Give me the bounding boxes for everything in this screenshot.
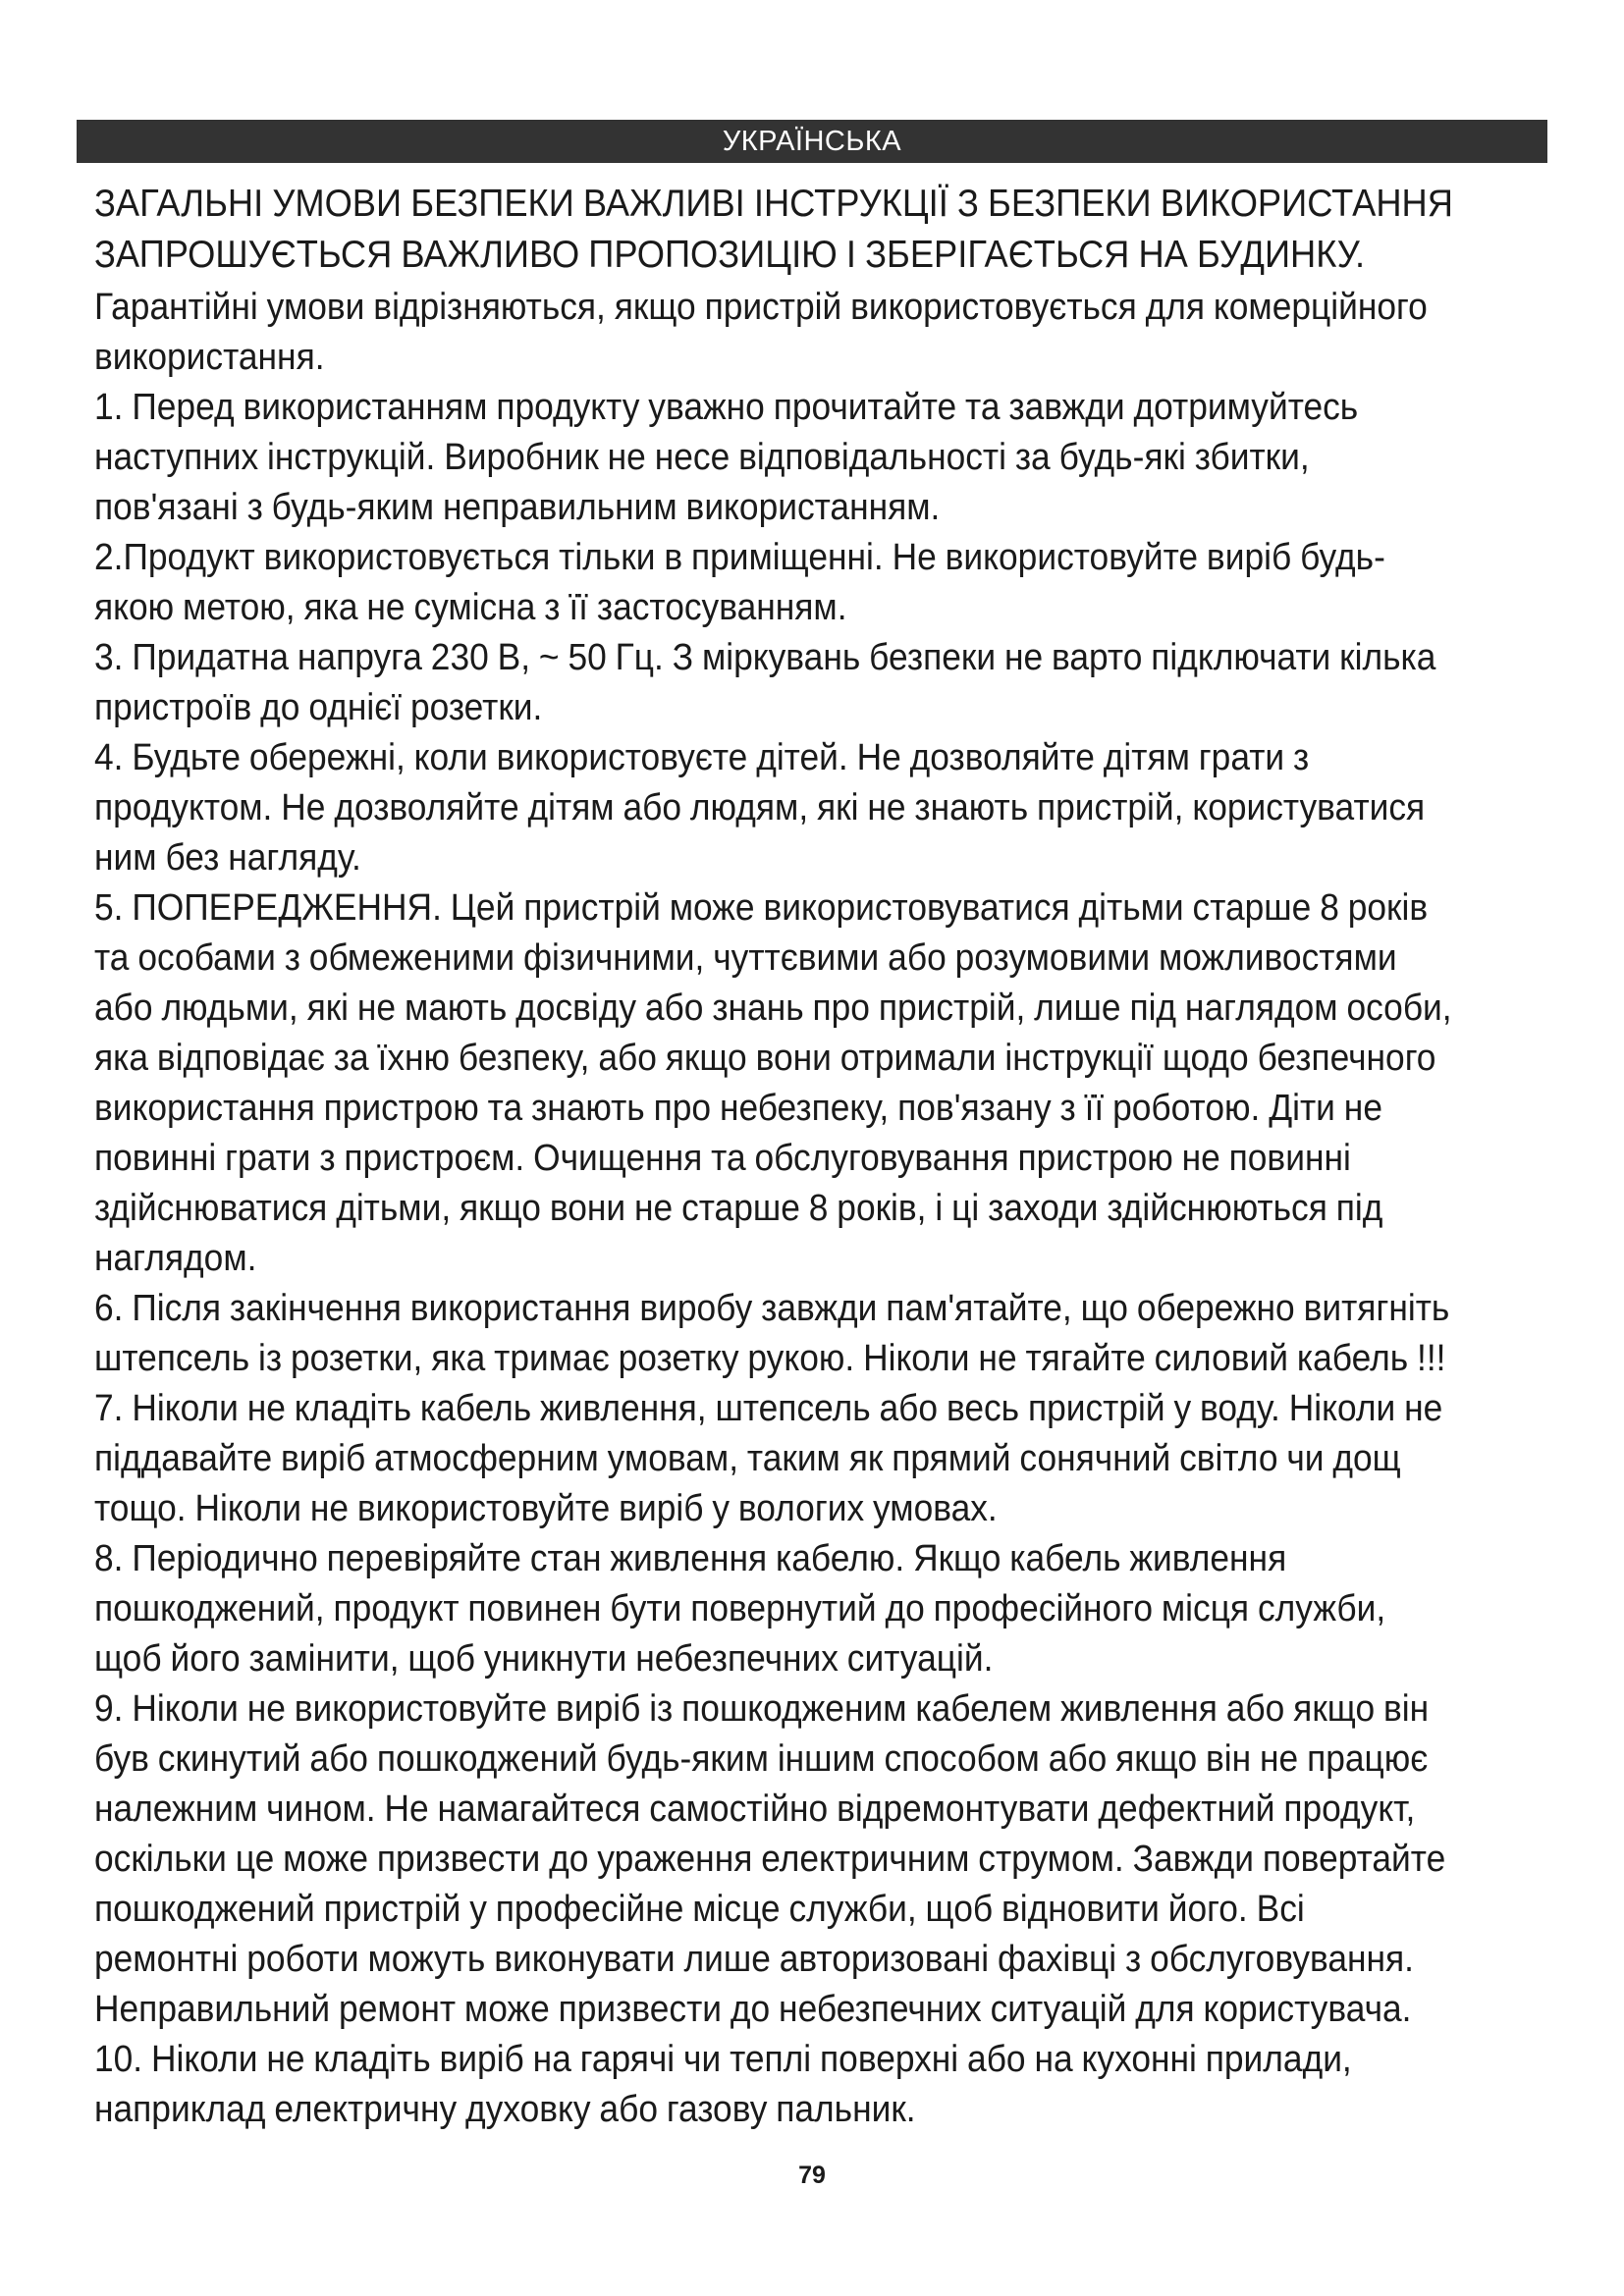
instruction-item-10: 10. Ніколи не кладіть виріб на гарячі чи теплі поверхні або на кухонні прилади, наприклад електричну духовку або газову пальник. xyxy=(94,2039,1352,2130)
instruction-item-6: 6. Після закінчення використання виробу завжди пам'ятайте, що обережно витягніть штепсель із розетки, яка тримає розетку рукою. Ніколи не тягайте силовий кабель !!! xyxy=(94,1288,1450,1379)
instruction-item-7: 7. Ніколи не кладіть кабель живлення, штепсель або весь пристрій у воду. Ніколи не піддавайте виріб атмосферним умовам, таким як прямий сонячний світло чи дощ тощо. Ніколи не використовуйте виріб у вологих умовах. xyxy=(94,1388,1443,1529)
instruction-item-3: 3. Придатна напруга 230 В, ~ 50 Гц. З міркувань безпеки не варто підключати кілька пристроїв до однієї розетки. xyxy=(94,637,1436,728)
instruction-item-8: 8. Періодично перевіряйте стан живлення кабелю. Якщо кабель живлення пошкоджений, продукт повинен бути повернутий до професійного місця служби, щоб його замінити, щоб уникнути небезпечних ситуацій. xyxy=(94,1538,1386,1680)
document-body xyxy=(94,179,1455,2135)
instruction-item-2: 2.Продукт використовується тільки в приміщенні. Не використовуйте виріб будь-якою метою, яка не сумісна з її застосуванням. xyxy=(94,537,1385,628)
safety-title: ЗАГАЛЬНІ УМОВИ БЕЗПЕКИ ВАЖЛИВІ ІНСТРУКЦІЇ З БЕЗПЕКИ ВИКОРИСТАННЯ ЗАПРОШУЄТЬСЯ ВАЖЛИВО ПРОПОЗИЦІЮ І ЗБЕРІГАЄТЬСЯ НА БУДИНКУ. xyxy=(94,183,1453,276)
instruction-item-9: 9. Ніколи не використовуйте виріб із пошкодженим кабелем живлення або якщо він був скинутий або пошкоджений будь-яким іншим способом або якщо він не працює належним чином. Не намагайтеся самостійно відремонтувати дефектний продукт, оскільки це може призвести до ураження електричним струмом. Завжди повертайте пошкоджений пристрій у професійне місце служби, щоб відновити його. Всі ремонтні роботи можуть виконувати лише авторизовані фахівці з обслуговування. Неправильний ремонт може призвести до небезпечних ситуацій для користувача. xyxy=(94,1688,1446,2030)
page-number: 79 xyxy=(798,2162,826,2189)
warranty-note: Гарантійні умови відрізняються, якщо пристрій використовується для комерційного використання. xyxy=(94,287,1428,378)
language-header: УКРАЇНСЬКА xyxy=(77,120,1547,163)
instruction-item-4: 4. Будьте обережні, коли використовуєте дітей. Не дозволяйте дітям грати з продуктом. Не дозволяйте дітям або людям, які не знають пристрій, користуватися ним без нагляду. xyxy=(94,737,1426,879)
instruction-item-5: 5. ПОПЕРЕДЖЕННЯ. Цей пристрій може використовуватися дітьми старше 8 років та особами з обмеженими фізичними, чуттєвими або розумовими можливостями або людьми, які не мають досвіду або знань про пристрій, лише під наглядом особи, яка відповідає за їхню безпеку, або якщо вони отримали інструкції щодо безпечного використання пристрою та знають про небезпеку, пов'язану з її роботою. Діти не повинні грати з пристроєм. Очищення та обслуговування пристрою не повинні здійснюватися дітьми, якщо вони не старше 8 років, і ці заходи здійснюються під наглядом. xyxy=(94,887,1452,1279)
instruction-item-1: 1. Перед використанням продукту уважно прочитайте та завжди дотримуйтесь наступних інструкцій. Виробник не несе відповідальності за будь-які збитки, пов'язані з будь-яким неправильним використанням. xyxy=(94,387,1359,528)
